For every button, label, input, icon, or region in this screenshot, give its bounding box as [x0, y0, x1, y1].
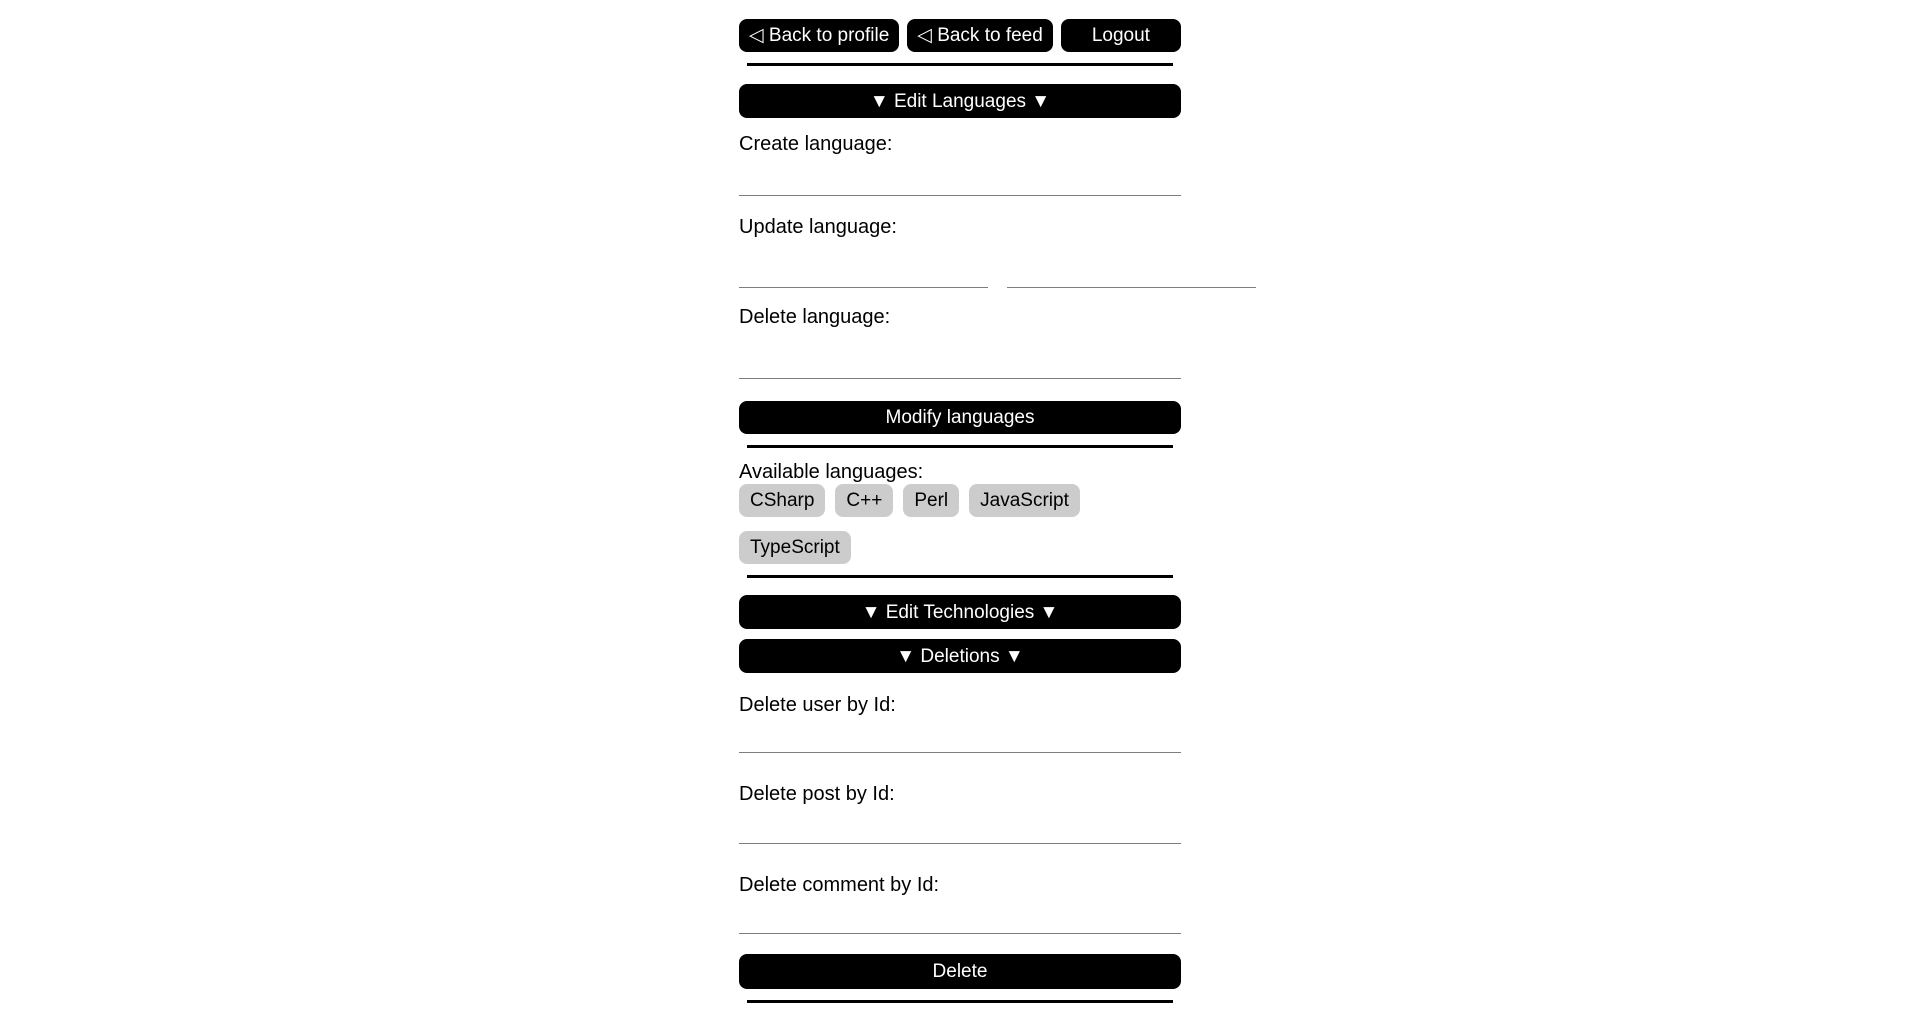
bottom-divider: [747, 1000, 1173, 1003]
edit-technologies-toggle[interactable]: ▼ Edit Technologies ▼: [739, 595, 1181, 629]
available-languages-divider: [747, 575, 1173, 578]
delete-user-label: Delete user by Id:: [739, 694, 896, 716]
delete-language-label: Delete language:: [739, 306, 891, 328]
update-language-field: [739, 216, 1181, 288]
update-language-old-input[interactable]: [739, 239, 988, 288]
edit-languages-toggle[interactable]: ▼ Edit Languages ▼: [739, 84, 1181, 118]
delete-post-input[interactable]: [739, 806, 1181, 844]
modify-languages-button[interactable]: Modify languages: [739, 401, 1181, 434]
create-language-input[interactable]: [739, 156, 1181, 196]
delete-comment-label: Delete comment by Id:: [739, 874, 940, 896]
language-chip: JavaScript: [969, 484, 1080, 517]
back-to-profile-button[interactable]: ◁ Back to profile: [739, 19, 899, 52]
delete-user-input[interactable]: [739, 717, 1181, 753]
delete-post-label: Delete post by Id:: [739, 783, 895, 805]
language-chip: Perl: [903, 484, 959, 517]
language-chip: CSharp: [739, 484, 825, 517]
language-chip: C++: [835, 484, 893, 517]
admin-panel: [739, 0, 1181, 1003]
top-divider: [747, 63, 1173, 66]
create-language-field: [739, 133, 1181, 196]
update-language-label: Update language:: [739, 216, 897, 238]
languages-divider: [747, 445, 1173, 448]
delete-language-input[interactable]: [739, 329, 1181, 379]
back-to-feed-button[interactable]: ◁ Back to feed: [907, 19, 1053, 52]
delete-button[interactable]: Delete: [739, 954, 1181, 989]
logout-button[interactable]: Logout: [1061, 19, 1181, 52]
deletions-toggle[interactable]: ▼ Deletions ▼: [739, 639, 1181, 673]
language-chip: TypeScript: [739, 531, 851, 564]
delete-language-field: [739, 306, 1181, 379]
delete-comment-field: [739, 874, 1181, 934]
delete-comment-input[interactable]: [739, 897, 1181, 934]
available-languages-list: [739, 484, 1181, 564]
available-languages-label: Available languages:: [739, 461, 924, 483]
delete-post-field: [739, 783, 1181, 844]
create-language-label: Create language:: [739, 133, 893, 155]
update-language-new-input[interactable]: [1007, 239, 1256, 288]
delete-user-field: [739, 694, 1181, 753]
top-navigation: [739, 19, 1181, 52]
update-language-inputs: [739, 239, 1181, 288]
